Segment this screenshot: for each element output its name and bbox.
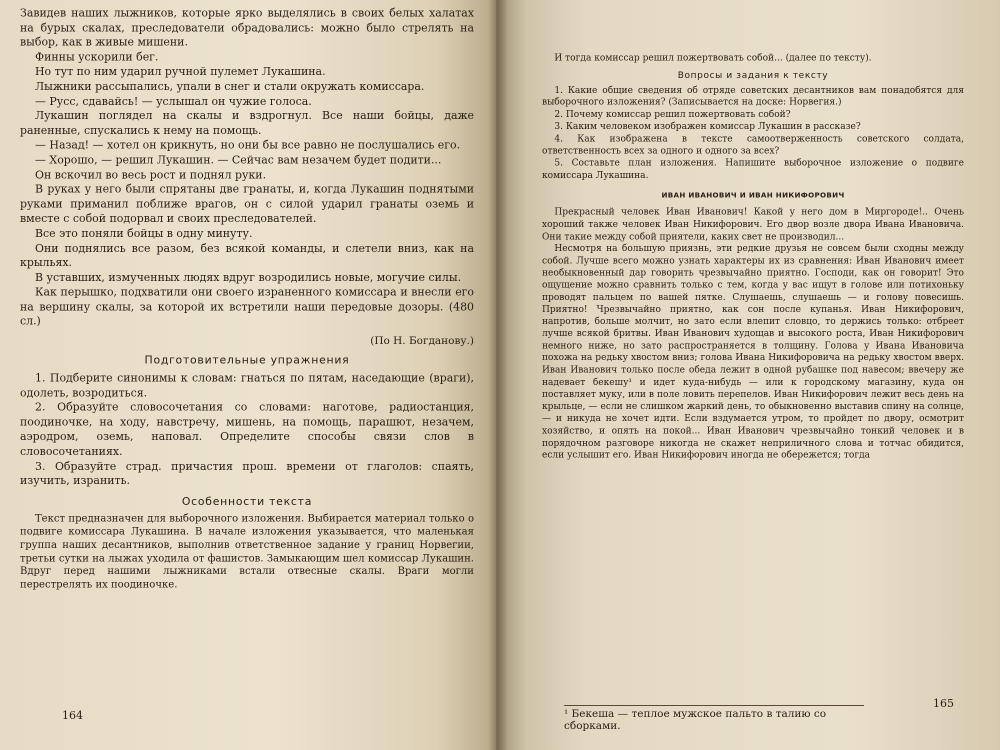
page-number: 165 [933, 697, 954, 710]
paragraph: Финны ускорили бег. [34, 50, 159, 64]
paragraph: — Хорошо, — решил Лукашин. — Сейчас вам незачем будет подити... [34, 153, 442, 167]
page-number: 164 [62, 709, 83, 722]
exercise-item: 1. Подберите синонимы к словам: гнаться по пятам, наседающие (враги), одолеть, возродиться. [20, 371, 474, 400]
question-item: 4. Как изображена в тексте самоотверженность советского солдата, ответственность всех за одного и одного за всех? [542, 133, 964, 156]
right-page-text [542, 52, 964, 461]
question-item: 2. Почему комиссар решил пожертвовать собой? [554, 108, 791, 120]
questions-heading: Вопросы и задания к тексту [677, 70, 829, 81]
story-title: ИВАН ИВАНОВИЧ И ИВАН НИКИФОРОВИЧ [661, 191, 845, 200]
paragraph: Он вскочил во весь рост и поднял руки. [34, 168, 267, 182]
paragraph: В уставших, измученных людях вдруг возродились новые, могучие силы. [34, 271, 462, 284]
paragraph: Завидев наших лыжников, которые ярко выделялись в своих белых халатах на бурых скалах, преследователи обрадовались: можно было стрелять на выбор, как в живые мишени. [20, 6, 474, 49]
book-gutter [488, 0, 508, 750]
exercise-item: 2. Образуйте словосочетания со словами: наготове, радиостанция, поодиночке, на ходу, навстречу, мишень, на помощь, парашют, незачем, аэродром, оземь, наповал. Определите способы связи слов в словосочетаниях. [20, 401, 474, 458]
paragraph: Лукашин поглядел на скалы и вздрогнул. Все наши бойцы, даже раненные, спускались к нему на помощь. [20, 109, 474, 137]
question-item: 3. Каким человеком изображен комиссар Лукашин в рассказе? [554, 121, 861, 132]
exercise-item: 3. Образуйте страд. причастия прош. времени от глаголов: спаять, изучить, изранить. [20, 459, 474, 488]
paragraph: В руках у него были спрятаны две гранаты, и, когда Лукашин поднятыми руками приманил поближе врагов, он с силой ударил гранаты оземь и вместе с собой подорвал и своих преследователей. [20, 182, 474, 226]
paragraph: Они поднялись все разом, без всякой команды, и слетели вниз, как на крыльях. [20, 241, 474, 270]
paragraph: Все это поняли бойцы в одну минуту. [34, 227, 253, 240]
story-paragraph: Несмотря на большую приязнь, эти редкие друзья не совсем были сходны между собой. Лучше всего можно узнать характеры их из сравнения: Иван Иванович имеет необыкновенный дар говорить чрезвычайно приятно. Господи, как он говорит! Это ощущение можно сравнить только с тем, когда у вас ищут в голове или потихоньку проводят пальцем по вашей пятке. Слушаешь, слушаешь — и голову повесишь. Приятно! Чрезвычайно приятно, как сон после купанья. Иван Никифорович, напротив, больше молчит, но зато если влепит словцо, то держись только: отбреет лучше всякой бритвы. Иван Иванович худощав и высокого роста, Иван Никифорович немного ниже, но зато распространяется в толщину. Голова у Ивана Ивановича похожа на редьку хвостом вниз; голова Ивана Никифоровича на редьку хвостом вверх. Иван Иванович только после обеда лежит в одной рубашке под навесом; ввечеру же надевает бекешу¹ и идет куда-нибудь — или к городскому магазину, куда он поставляет муку, или в поле ловить перепелов. Иван Никифорович лежит весь день на крыльце, — если не слишком жаркий день, то обыкновенно выставив спину на солнце, — и никуда не хочет идти. Если вздумается утром, то пройдет по двору, осмотрит хозяйство, и опять на покой... Иван Иванович чрезвычайно тонкий человек и в порядочном разговоре никогда не скажет неприличного слова и тотчас обидится, если услышит его. Иван Никифорович иногда не обережется; тогда [542, 243, 964, 461]
paragraph: Но тут по ним ударил ручной пулемет Лукашина. [34, 65, 326, 79]
features-heading: Особенности текста [181, 496, 313, 509]
right-page [496, 0, 1000, 750]
source-attribution: (По Н. Богданову.) [370, 335, 474, 348]
paragraph: — Русс, сдавайсь! — услышал он чужие голоса. [34, 94, 312, 108]
paragraph: — Назад! — хотел он крикнуть, но они бы все равно не послушались его. [34, 138, 461, 152]
left-page-text [20, 6, 474, 592]
features-text: Текст предназначен для выборочного изложения. Выбирается материал только о подвиге комиссара Лукашина. В начале изложения указывается, что маленькая группа наших десантников, выполнив ответственное задание у границ Норвегии, третьи сутки на лыжах уходила от фашистов. Замыкающим шел комиссар Лукашин. Вдруг перед нашими лыжниками встали отвесные скалы. Враги могли перестрелять их поодиночке. [20, 513, 474, 591]
question-item: 1. Какие общие сведения об отряде советских десантников вам понадобятся для выборочного изложения? (Записывается на доске: Норвегия.) [542, 84, 964, 108]
question-item: 5. Составьте план изложения. Напишите выборочное изложение о подвиге комиссара Лукашина. [542, 157, 964, 181]
paragraph: Как перышко, подхватили они своего израненного комиссара и внесли его на вершину скалы, за которой их встретили наши передовые дозоры. (480 сл.) [20, 285, 474, 328]
intro-paragraph: И тогда комиссар решил пожертвовать собой... (далее по тексту). [554, 52, 872, 64]
paragraph: Лыжники рассыпались, упали в снег и стали окружать комиссара. [34, 80, 425, 93]
exercises-heading: Подготовительные упражнения [144, 354, 350, 367]
left-page [0, 0, 496, 750]
story-paragraph: Прекрасный человек Иван Иванович! Какой у него дом в Миргороде!.. Очень хороший также человек Иван Никифорович. Его двор возле двора Ивана Ивановича. Они такие между собой приятели, каких свет не производил... [542, 206, 964, 242]
footnote: ¹ Бекеша — теплое мужское пальто в талию со сборками. [564, 705, 864, 732]
